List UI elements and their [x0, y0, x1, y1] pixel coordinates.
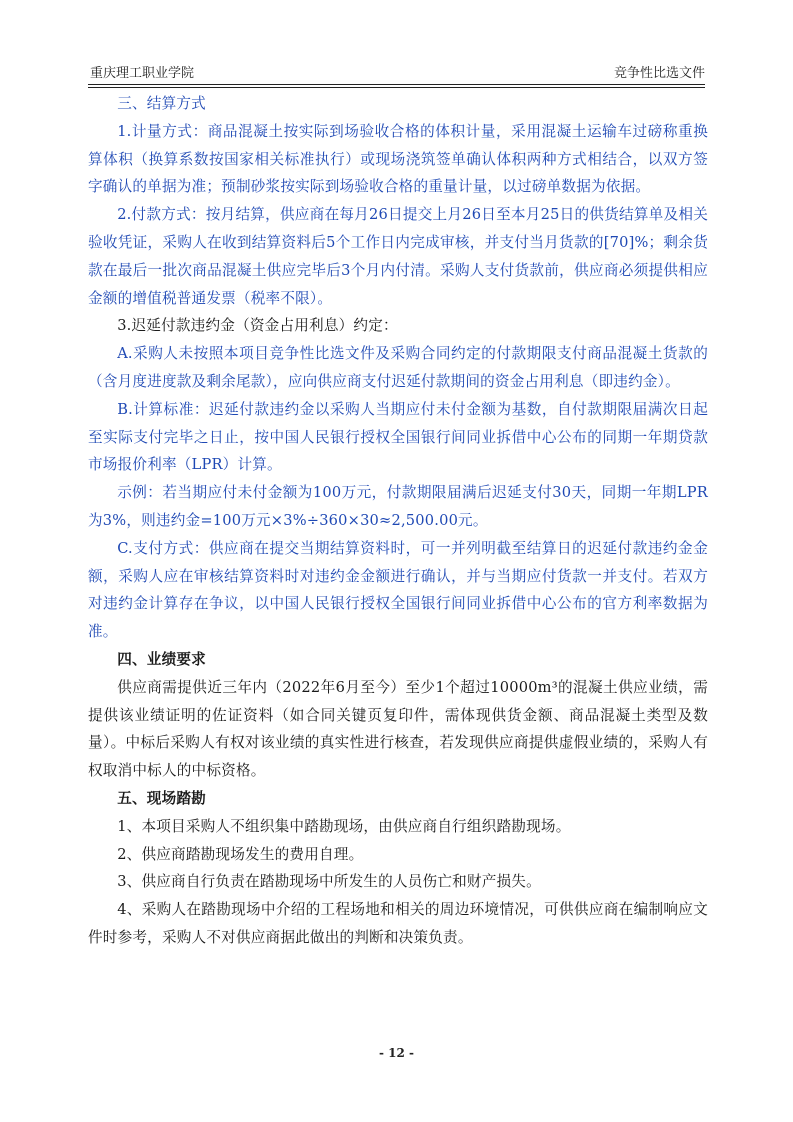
section-3-measurement: 1.计量方式：商品混凝土按实际到场验收合格的体积计量，采用混凝土运输车过磅称重换算体积（换算系数按国家相关标准执行）或现场浇筑签单确认体积两种方式相结合，以双方签字确认的单据为准；预制砂浆按实际到场验收合格的重量计量，以过磅单数据为依据。	[88, 122, 708, 196]
page-number: - 12 -	[378, 1046, 414, 1060]
section-5-item-3: 3、供应商自行负责在踏勘现场中所发生的人员伤亡和财产损失。	[117, 873, 541, 891]
header-rule-thin	[88, 87, 705, 88]
section-3-payment: 2.付款方式：按月结算，供应商在每月26日提交上月26日至本月25日的供货结算单及相关验收凭证，采购人在收到结算资料后5个工作日内完成审核，并支付当月货款的[70]%；剩余货款在最后一批次商品混凝土供应完毕后3个月内付清。采购人支付货款前，供应商必须提供相应金额的增值税普通发票（税率不限）。	[88, 206, 708, 307]
header-rule-thick	[88, 84, 705, 85]
section-4-requirements: 供应商需提供近三年内（2022年6月至今）至少1个超过10000m³的混凝土供应业绩，需提供该业绩证明的佐证资料（如合同关键页复印件，需体现供货金额、商品混凝土类型及数量）。中标后采购人有权对该业绩的真实性进行核查，若发现供应商提供虚假业绩的，采购人有权取消中标人的中标资格。	[88, 678, 708, 780]
page-header	[88, 58, 705, 82]
header-school-name: 重庆理工职业学院	[90, 66, 195, 81]
section-3-clause-c: C.支付方式：供应商在提交当期结算资料时，可一并列明截至结算日的迟延付款违约金金额，采购人应在审核结算资料时对违约金金额进行确认，并与当期应付货款一并支付。若双方对违约金计算存在争议，以中国人民银行授权全国银行间同业拆借中心公布的官方利率数据为准。	[88, 539, 708, 641]
section-3-clause-a: A.采购人未按照本项目竞争性比选文件及采购合同约定的付款期限支付商品混凝土货款的（含月度进度款及剩余尾款），应向供应商支付迟延付款期间的资金占用利息（即违约金）。	[88, 345, 708, 390]
document-body	[88, 90, 708, 952]
section-4-title: 四、业绩要求	[117, 650, 206, 668]
section-3-title: 三、结算方式	[117, 95, 206, 112]
header-document-title: 竞争性比选文件	[613, 66, 705, 81]
section-5-title: 五、现场踏勘	[117, 789, 206, 807]
section-3-example: 示例：若当期应付未付金额为100万元，付款期限届满后迟延支付30天，同期一年期LPR为3%，则违约金=100万元×3%÷360×30≈2,500.00元。	[88, 484, 708, 529]
section-3-clause-b: B.计算标准：迟延付款违约金以采购人当期应付未付金额为基数，自付款期限届满次日起至实际支付完毕之日止，按中国人民银行授权全国银行间同业拆借中心公布的同期一年期贷款市场报价利率（LPR）计算。	[88, 400, 708, 474]
section-3-late-payment-heading: 3.迟延付款违约金（资金占用利息）约定：	[117, 317, 398, 335]
section-5-item-4: 4、采购人在踏勘现场中介绍的工程场地和相关的周边环境情况，可供供应商在编制响应文件时参考，采购人不对供应商据此做出的判断和决策负责。	[88, 901, 708, 946]
section-5-item-2: 2、供应商踏勘现场发生的费用自理。	[117, 845, 364, 863]
section-5-item-1: 1、本项目采购人不组织集中踏勘现场，由供应商自行组织踏勘现场。	[117, 817, 571, 835]
